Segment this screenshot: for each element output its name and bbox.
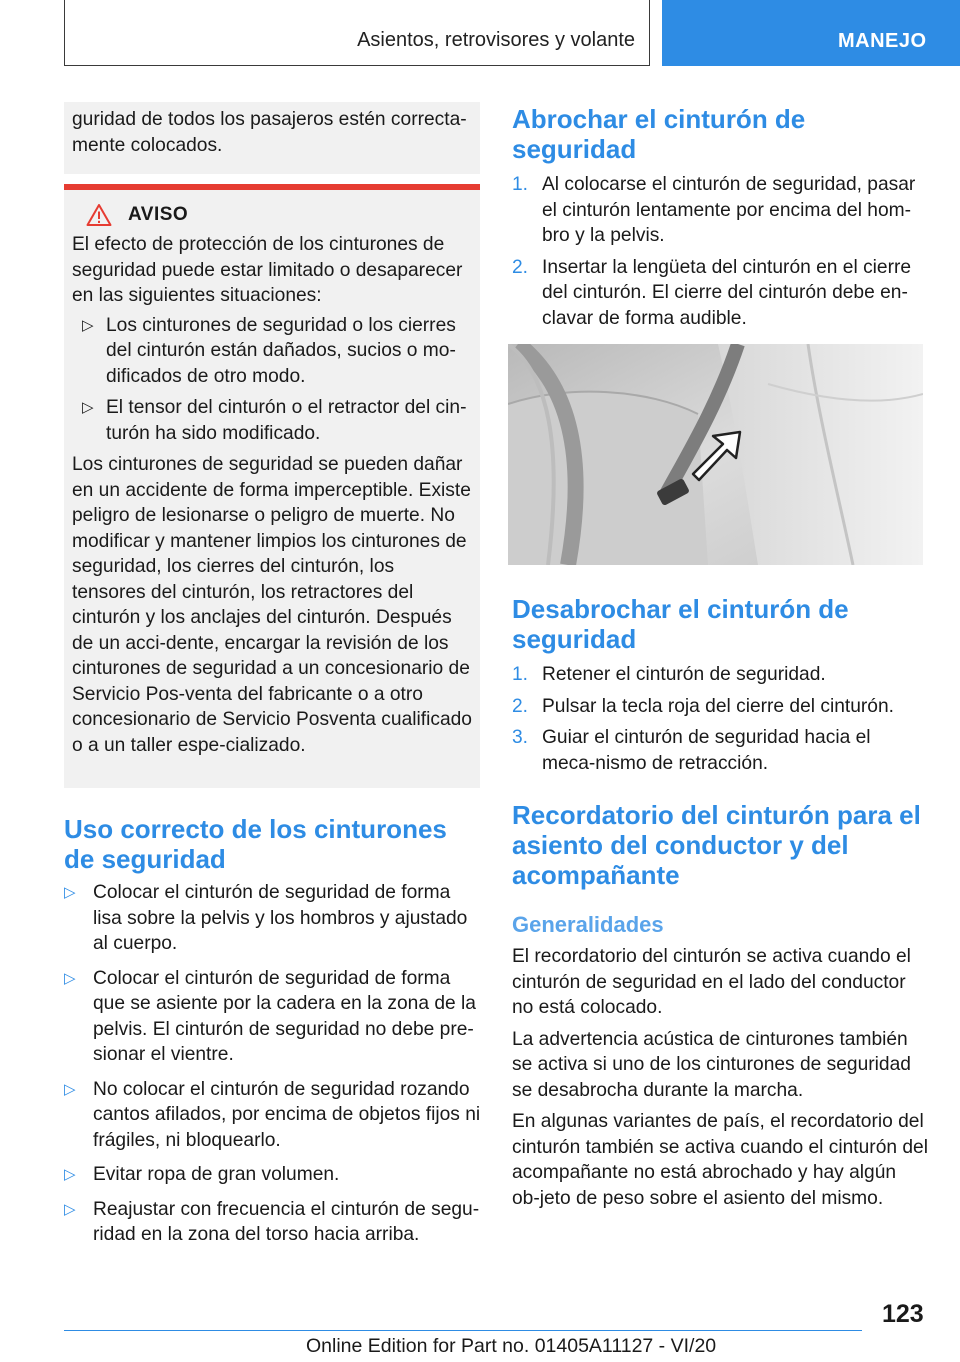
bullet-triangle-icon: ▷ bbox=[64, 1166, 76, 1183]
recordatorio-paragraph: En algunas variantes de país, el recordatorio del cinturón también se activa cuando el cinturón del acompañante no está abrochado y hay algún ob-jeto de peso sobre el asiento del mismo. bbox=[512, 1111, 928, 1209]
header-frame bbox=[64, 0, 650, 66]
recordatorio-paragraph: El recordatorio del cinturón se activa cuando el cinturón de seguridad en el lado del conductor no está colocado. bbox=[512, 946, 911, 1018]
uso-item: ▷ Reajustar con frecuencia el cinturón de segu-ridad en la zona del torso hacia arriba. bbox=[64, 1198, 480, 1245]
header-section-title: Asientos, retrovisores y volante bbox=[357, 29, 635, 51]
bullet-triangle-icon: ▷ bbox=[64, 1080, 76, 1098]
warning-intro: El efecto de protección de los cinturones de seguridad puede estar limitado o desaparecer en las siguientes situaciones: bbox=[72, 234, 463, 306]
footer-edition-text: Online Edition for Part no. 01405A11127 - VI/20 bbox=[306, 1335, 717, 1357]
uso-list bbox=[64, 880, 482, 1257]
desabrochar-step: 3. Guiar el cinturón de seguridad hacia el meca-nismo de retracción. bbox=[512, 727, 871, 774]
warning-bullet: ▷ Los cinturones de seguridad o los cierres del cinturón están dañados, sucios o mo-dificados de otro modo. bbox=[82, 314, 456, 387]
warning-title: AVISO bbox=[128, 204, 189, 226]
bullet-triangle-icon: ▷ bbox=[82, 316, 94, 334]
abrochar-step: 2. Insertar la lengüeta del cinturón en el cierre del cinturón. El cierre del cinturón debe en-clavar de forma audible. bbox=[512, 256, 912, 329]
uso-item: ▷ Colocar el cinturón de seguridad de forma lisa sobre la pelvis y los hombros y ajustado al cuerpo. bbox=[64, 882, 468, 954]
warning-body: Los cinturones de seguridad se pueden dañar en un accidente de forma imperceptible. Existe peligro de lesionarse o peligro de muerte. No modificar y mantener limpios los cinturones de seguridad, los cierres del cinturón, los tensores del cinturón, los retractores del cinturón y los anclajes del cinturón. Después de un acci-dente, encargar la revisión de los cinturones de seguridad a un concesionario de Servicio Pos-venta del fabricante o a otro concesionario de Servicio Posventa cualificado o a un taller espe-cializado. bbox=[72, 454, 472, 756]
bullet-triangle-icon: ▷ bbox=[64, 969, 76, 987]
continuation-line-2: mente colocados. bbox=[72, 134, 223, 156]
abrochar-section bbox=[512, 104, 928, 337]
desabrochar-steps bbox=[512, 662, 928, 776]
bullet-triangle-icon: ▷ bbox=[64, 1200, 76, 1218]
footer-rule bbox=[64, 1330, 862, 1331]
recordatorio-section bbox=[512, 800, 928, 1217]
recordatorio-heading: Recordatorio del cinturón para el asiento del conductor y del acompañante bbox=[512, 800, 921, 890]
uso-item: ▷ Evitar ropa de gran volumen. bbox=[64, 1162, 482, 1188]
continuation-line-1: guridad de todos los pasajeros estén correcta- bbox=[72, 109, 467, 130]
uso-heading: Uso correcto de los cinturones de seguridad bbox=[64, 814, 447, 874]
abrochar-heading: Abrochar el cinturón de seguridad bbox=[512, 104, 806, 164]
recordatorio-paragraph: La advertencia acústica de cinturones también se activa si uno de los cinturones de seguridad se desabrocha durante la marcha. bbox=[512, 1028, 911, 1101]
warning-triangle-icon bbox=[86, 203, 112, 227]
warning-bullet: ▷ El tensor del cinturón o el retractor del cin-turón ha sido modificado. bbox=[82, 397, 467, 444]
chapter-tab-label: MANEJO bbox=[838, 30, 927, 52]
continuation-note bbox=[64, 102, 480, 174]
uso-item: ▷ Colocar el cinturón de seguridad de forma que se asiente por la cadera en la zona de la pelvis. El cinturón de seguridad no debe pre-sionar el vientre. bbox=[64, 967, 476, 1065]
uso-item: ▷ No colocar el cinturón de seguridad rozando cantos afilados, por encima de objetos fijos ni frágiles, ni bloquearlo. bbox=[64, 1078, 481, 1151]
bullet-triangle-icon: ▷ bbox=[82, 399, 94, 416]
warning-bullet-list bbox=[72, 313, 472, 447]
desabrochar-step: 2. Pulsar la tecla roja del cierre del cinturón. bbox=[512, 695, 894, 717]
header-chapter-tab bbox=[662, 0, 960, 66]
bullet-triangle-icon: ▷ bbox=[64, 884, 76, 901]
seat-belt-buckle-photo bbox=[508, 344, 923, 565]
footer-edition bbox=[306, 1335, 716, 1358]
desabrochar-step: 1. Retener el cinturón de seguridad. bbox=[512, 664, 826, 685]
generalidades-subheading: Generalidades bbox=[512, 912, 664, 937]
desabrochar-heading: Desabrochar el cinturón de seguridad bbox=[512, 594, 849, 654]
desabrochar-section bbox=[512, 594, 928, 782]
abrochar-steps bbox=[512, 172, 928, 331]
abrochar-step: 1. Al colocarse el cinturón de seguridad, pasar el cinturón lentamente por encima del hom-bro y la pelvis. bbox=[512, 174, 916, 246]
page-number: 123 bbox=[882, 1300, 924, 1328]
warning-header bbox=[86, 200, 472, 230]
warning-box bbox=[64, 184, 480, 788]
